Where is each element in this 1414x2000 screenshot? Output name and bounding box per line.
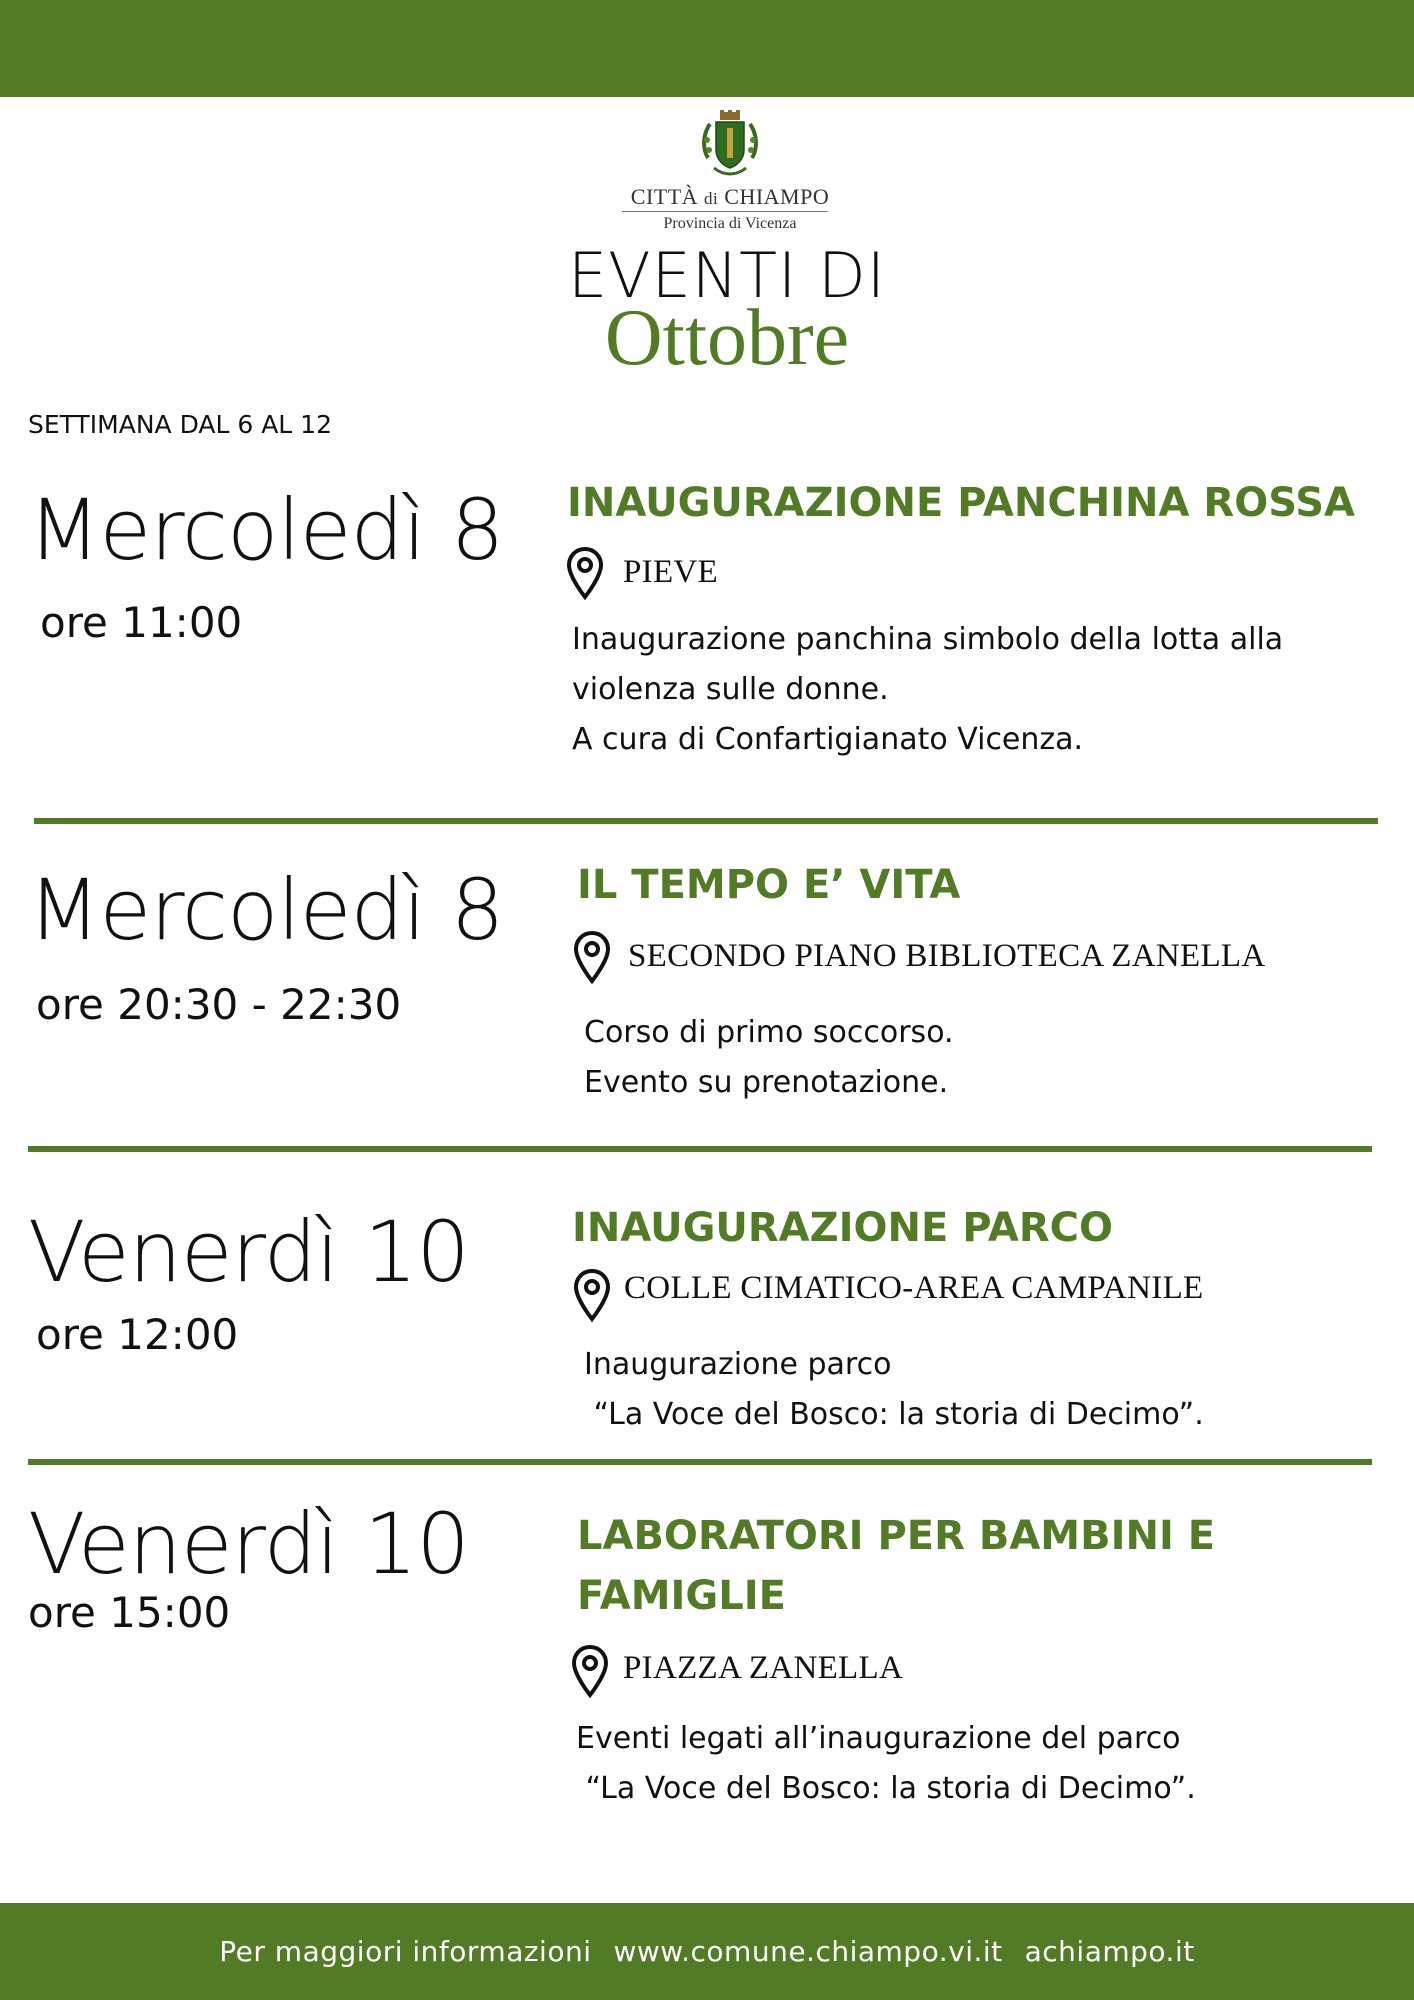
event-time: ore 20:30 - 22:30 [36,980,402,1029]
event-day: Mercoledì 8 [28,861,504,959]
event-time: ore 15:00 [28,1588,231,1637]
week-range-label: SETTIMANA DAL 6 AL 12 [28,410,332,439]
city-name: CITTÀ di CHIAMPO [630,184,830,209]
location-pin-icon [570,1644,610,1700]
event-description-line: Inaugurazione panchina simbolo della lotta alla [572,622,1284,657]
event-day: Venerdì 10 [28,1495,469,1593]
event-description-line: Corso di primo soccorso. [584,1015,954,1050]
event-title: INAUGURAZIONE PARCO [572,1205,1114,1251]
event-description-line: A cura di Confartigianato Vicenza. [572,722,1084,757]
event-description-line: violenza sulle donne. [572,672,889,707]
page-title-line1: EVENTI DI [567,239,887,312]
event-title-line: FAMIGLIE [577,1573,786,1619]
event-location: SECONDO PIANO BIBLIOTECA ZANELLA [628,938,1266,974]
event-day: Venerdì 10 [28,1203,469,1301]
footer-info-label: Per maggiori informazioni [219,1935,592,1968]
event-title [577,1506,1407,1626]
event-location: PIEVE [623,554,718,590]
top-banner [0,0,1414,97]
event-day: Mercoledì 8 [28,481,504,579]
section-divider [28,1146,1372,1152]
location-pin-icon [572,930,612,986]
website-link[interactable]: www.comune.chiampo.vi.it [613,1935,1003,1968]
section-divider [28,1459,1372,1465]
event-description-line: Eventi legati all’inaugurazione del parco [576,1721,1181,1756]
page-title-line2: Ottobre [604,294,850,382]
social-link[interactable]: achiampo.it [1024,1935,1195,1968]
logo-divider [622,211,828,212]
event-time: ore 11:00 [40,598,243,647]
event-time: ore 12:00 [36,1310,239,1359]
event-title: IL TEMPO E’ VITA [577,862,961,908]
event-title: INAUGURAZIONE PANCHINA ROSSA [567,480,1355,526]
footer-banner [0,1903,1414,2000]
event-location: COLLE CIMATICO-AREA CAMPANILE [624,1270,1204,1306]
event-location: PIAZZA ZANELLA [623,1650,904,1686]
event-title-line: LABORATORI PER BAMBINI E [577,1513,1216,1559]
city-crest-icon [700,110,760,182]
event-description-line: “La Voce del Bosco: la storia di Decimo”. [584,1397,1204,1432]
event-description-line: Evento su prenotazione. [584,1065,949,1100]
event-description-line: Inaugurazione parco [584,1347,892,1382]
location-pin-icon [572,1268,612,1324]
province-label: Provincia di Vicenza [663,215,797,232]
event-description-line: “La Voce del Bosco: la storia di Decimo”. [576,1771,1196,1806]
section-divider [34,818,1378,824]
location-pin-icon [565,546,605,602]
